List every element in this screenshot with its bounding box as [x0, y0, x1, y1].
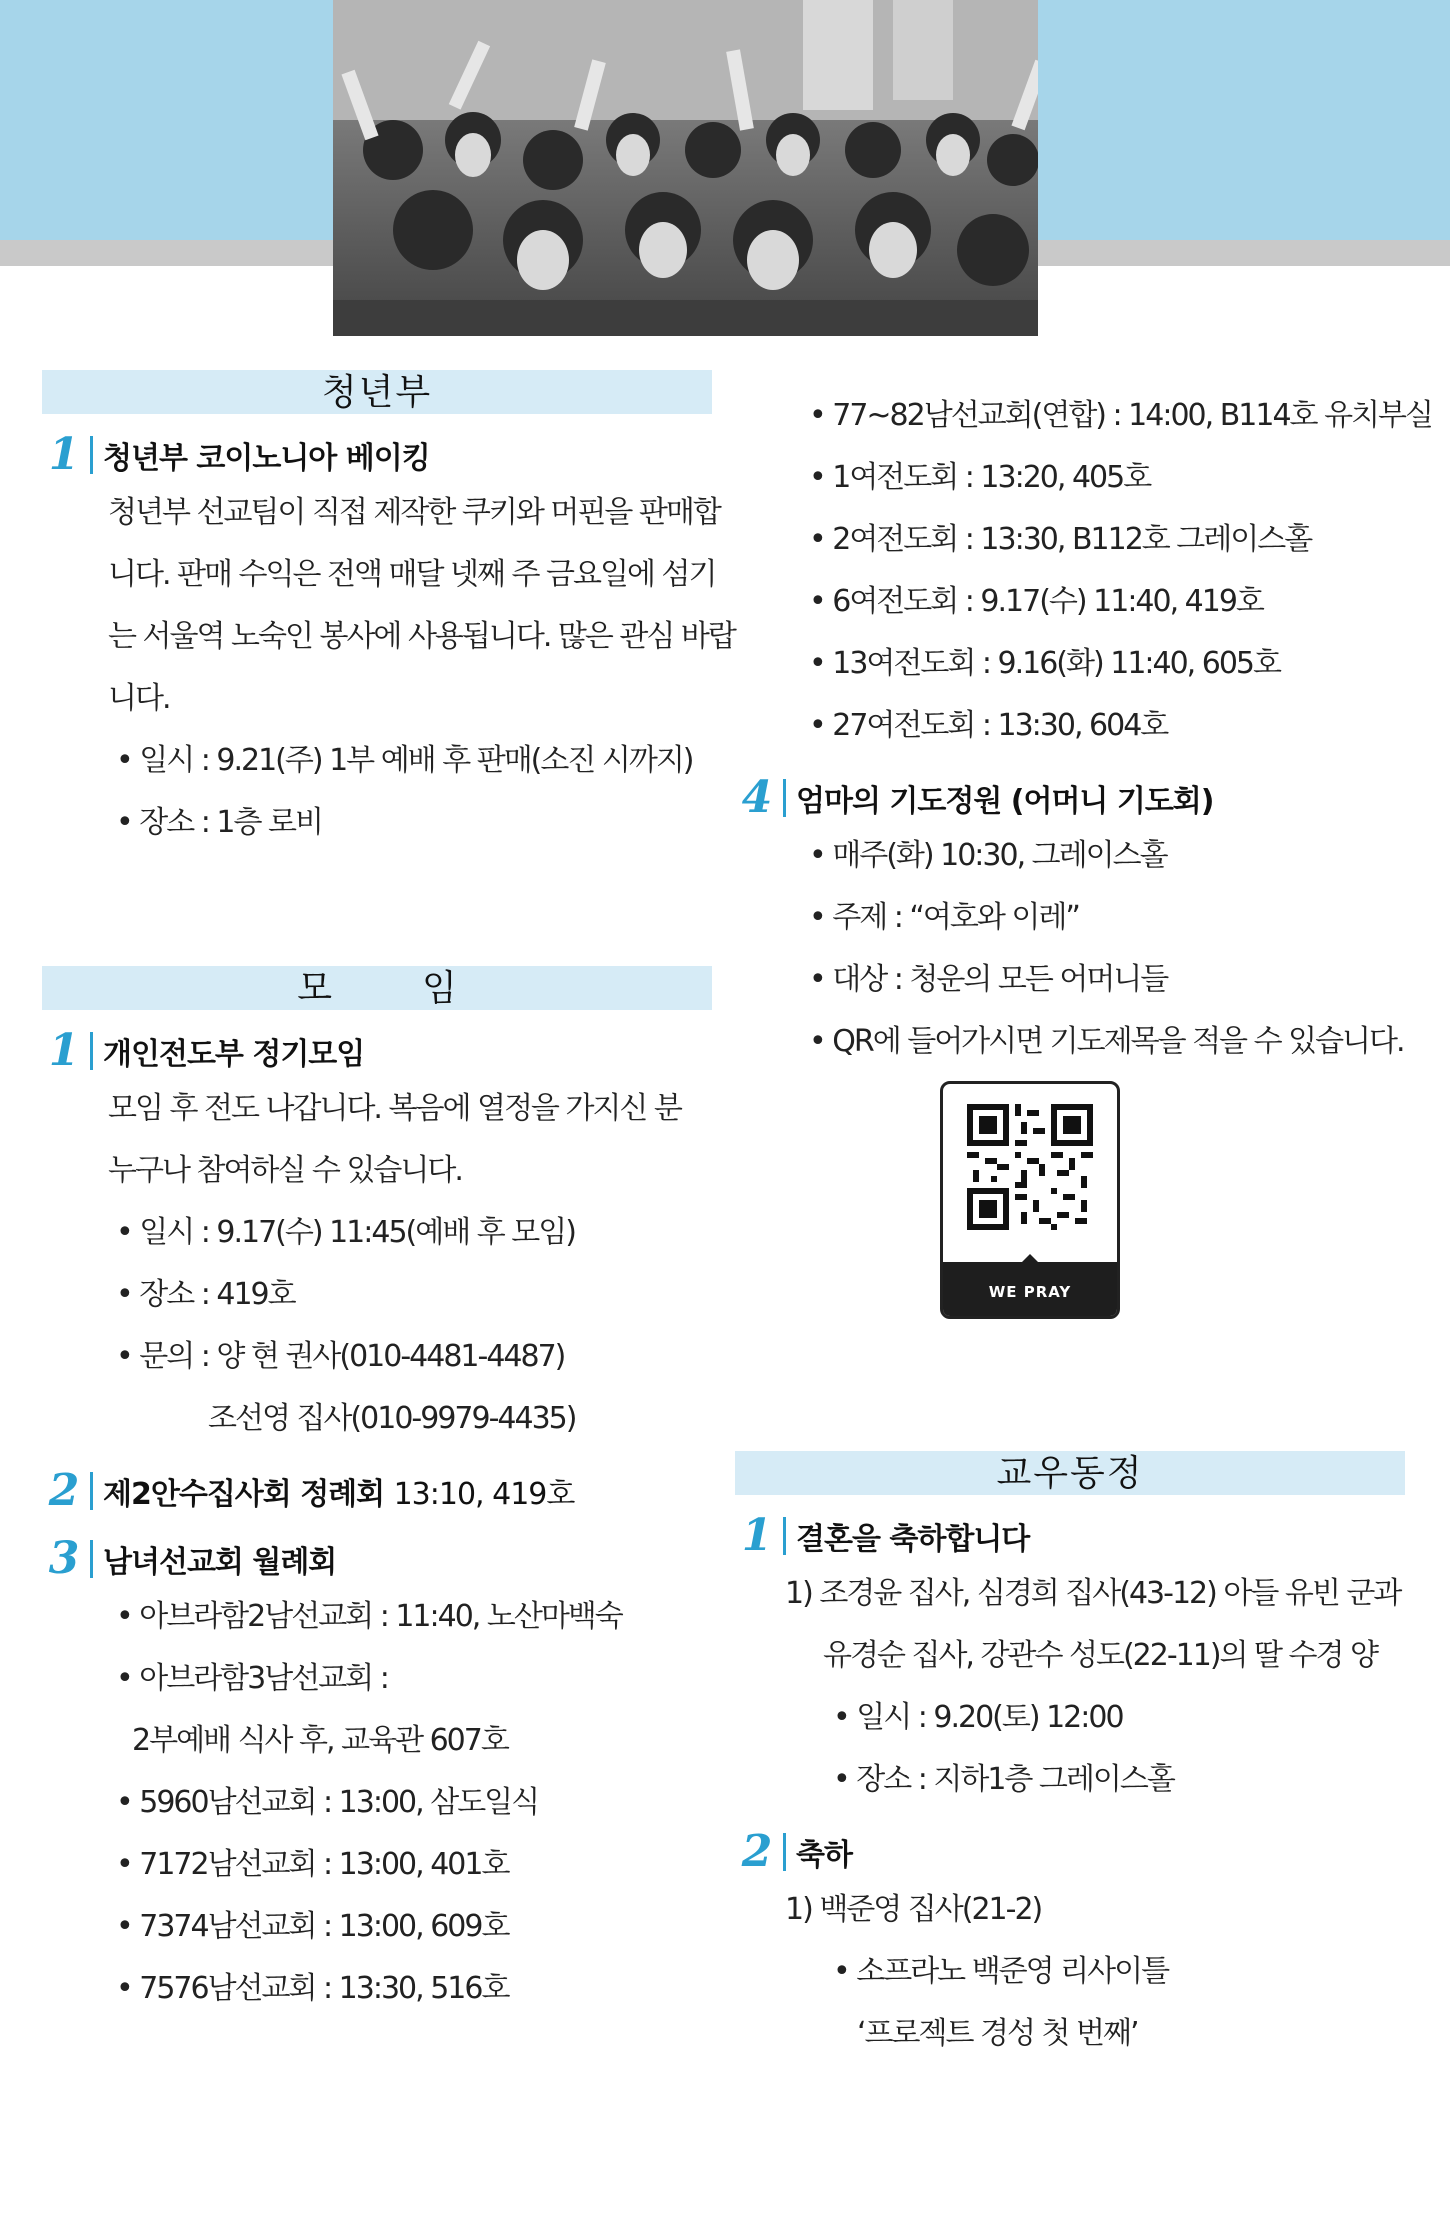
news-item-1-header — [735, 1509, 1405, 1563]
bullet-item: • 13여전도회 : 9.16(화) 11:40, 605호 — [809, 633, 1405, 695]
paragraph-line: 유경순 집사, 강관수 성도(22-11)의 딸 수경 양 — [823, 1638, 1378, 1673]
bullet-item: • 7374남선교회 : 13:00, 609호 — [116, 1896, 712, 1958]
qr-code-icon[interactable] — [967, 1104, 1093, 1230]
divider-bar — [90, 1472, 93, 1510]
news-item-2-header — [735, 1825, 1405, 1879]
item-number: 2 — [741, 1826, 773, 1877]
item-title: 남녀선교회 월례회 — [103, 1545, 337, 1580]
bullet-item: • 소프라노 백준영 리사이틀 — [833, 1941, 1405, 2003]
spacer — [42, 854, 712, 966]
divider-bar — [783, 1517, 786, 1555]
prayer-qr-card[interactable] — [940, 1081, 1120, 1319]
item-title: 엄마의 기도정원 (어머니 기도회) — [796, 784, 1214, 819]
paragraph-line: 니다. 판매 수익은 전액 매달 넷째 주 금요일에 섬기 — [108, 557, 716, 592]
item-title-detail: 13:10, 419호 — [393, 1477, 575, 1512]
youth-worship-photo — [333, 0, 1038, 336]
bullet-item: • 주제 : “여호와 이레” — [809, 887, 1405, 949]
section-banner-youth: 청년부 — [42, 370, 712, 414]
item-title: 청년부 코이노니아 베이킹 — [103, 441, 430, 476]
item-title: 축하 — [796, 1838, 852, 1873]
bullet-item: • 77~82남선교회(연합) : 14:00, B114호 유치부실 — [809, 385, 1405, 447]
item-number: 1 — [741, 1510, 773, 1561]
section-banner-news: 교우동정 — [735, 1451, 1405, 1495]
item-number: 2 — [48, 1465, 80, 1516]
item-title: 개인전도부 정기모임 — [103, 1037, 365, 1072]
paragraph-line: 1) 백준영 집사(21-2) — [785, 1892, 1042, 1927]
bullet-item: • 7576남선교회 : 13:30, 516호 — [116, 1958, 712, 2020]
youth-item-1-header — [42, 428, 712, 482]
bullet-item: • 일시 : 9.20(토) 12:00 — [833, 1687, 1405, 1749]
item-number: 1 — [48, 429, 80, 480]
bullet-item: • 6여전도회 : 9.17(수) 11:40, 419호 — [809, 571, 1405, 633]
meeting-item-2-header — [42, 1464, 712, 1518]
meeting-item-4-header — [735, 771, 1405, 825]
section-banner-meeting: 모임 — [42, 966, 712, 1010]
bullet-item: • 아브라함2남선교회 : 11:40, 노산마백숙 — [116, 1586, 712, 1648]
divider-bar — [783, 1833, 786, 1871]
paragraph-line: 니다. — [108, 681, 170, 716]
bullet-item: • 7172남선교회 : 13:00, 401호 — [116, 1834, 712, 1896]
divider-bar — [90, 1032, 93, 1070]
left-column — [42, 370, 735, 2020]
item-number: 3 — [48, 1533, 80, 1584]
item-title-main: 제2안수집사회 정례회 — [103, 1477, 385, 1512]
bullet-item: • 일시 : 9.21(주) 1부 예배 후 판매(소진 시까지) — [116, 730, 712, 792]
paragraph-line: 누구나 참여하실 수 있습니다. — [108, 1153, 462, 1188]
bullet-item: • 장소 : 지하1층 그레이스홀 — [833, 1749, 1405, 1811]
bullet-item: • 일시 : 9.17(수) 11:45(예배 후 모임) — [116, 1202, 712, 1264]
meeting-item-3-header — [42, 1532, 712, 1586]
bullet-item: • 5960남선교회 : 13:00, 삼도일식 — [116, 1772, 712, 1834]
paragraph-line: 는 서울역 노숙인 봉사에 사용됩니다. 많은 관심 바랍 — [108, 619, 735, 654]
paragraph-line: 모임 후 전도 나갑니다. 복음에 열정을 가지신 분 — [108, 1091, 681, 1126]
divider-bar — [90, 1540, 93, 1578]
paragraph-line: 청년부 선교팀이 직접 제작한 쿠키와 머핀을 판매합 — [108, 495, 720, 530]
bullet-item: • 27여전도회 : 13:30, 604호 — [809, 695, 1405, 757]
paragraph-line: 1) 조경윤 집사, 심경희 집사(43-12) 아들 유빈 군과 — [785, 1576, 1401, 1611]
bullet-item: • 대상 : 청운의 모든 어머니들 — [809, 949, 1405, 1011]
contact-line: 조선영 집사(010-9979-4435) — [208, 1401, 576, 1436]
meeting-item-1-header — [42, 1024, 712, 1078]
bullet-item: • 장소 : 419호 — [116, 1264, 712, 1326]
right-column — [735, 385, 1432, 2065]
bullet-item: • 2여전도회 : 13:30, B112호 그레이스홀 — [809, 509, 1405, 571]
continuation-line: ‘프로젝트 경성 첫 번째’ — [857, 2016, 1138, 2051]
spacer — [735, 1319, 1405, 1451]
item-title — [103, 1469, 574, 1513]
divider-bar — [90, 436, 93, 474]
continuation-line: 2부예배 식사 후, 교육관 607호 — [132, 1723, 508, 1758]
divider-bar — [783, 779, 786, 817]
bullet-item: • QR에 들어가시면 기도제목을 적을 수 있습니다. — [809, 1011, 1405, 1073]
item-number: 4 — [741, 772, 773, 823]
qr-label: WE PRAY — [943, 1262, 1117, 1316]
bullet-item: • 1여전도회 : 13:20, 405호 — [809, 447, 1405, 509]
bullet-item: • 문의 : 양 현 권사(010-4481-4487) — [116, 1326, 712, 1388]
item-title: 결혼을 축하합니다 — [796, 1522, 1030, 1557]
bullet-item: • 매주(화) 10:30, 그레이스홀 — [809, 825, 1405, 887]
bullet-item: • 장소 : 1층 로비 — [116, 792, 712, 854]
item-number: 1 — [48, 1025, 80, 1076]
bullet-item: • 아브라함3남선교회 : — [116, 1648, 712, 1710]
